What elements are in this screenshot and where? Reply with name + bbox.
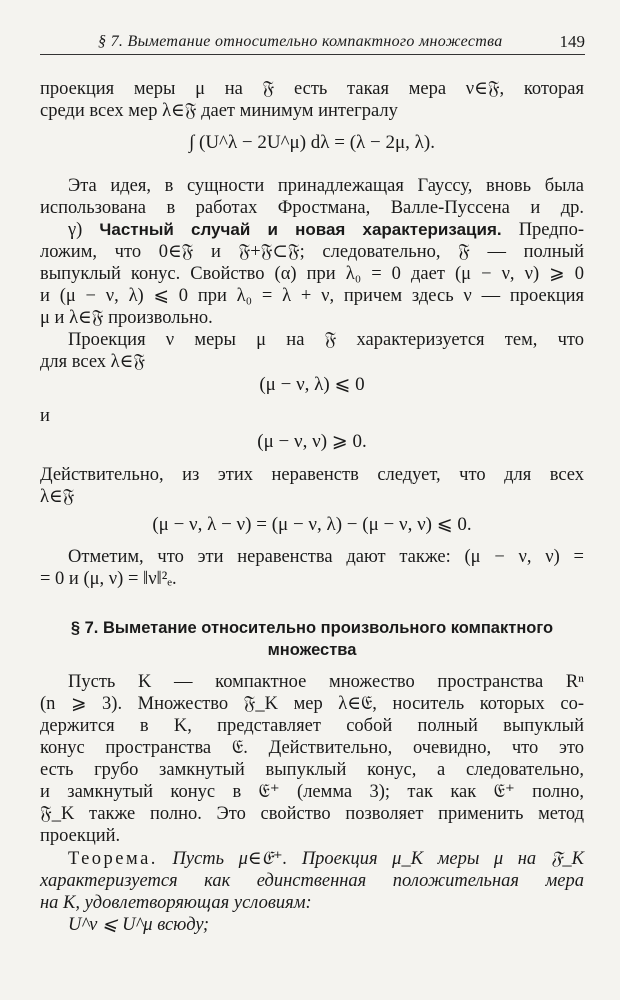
text-line: для всех λ∈𝔉	[40, 352, 146, 372]
subsection-line	[68, 219, 584, 241]
theorem-text: Пусть μ∈𝔈⁺. Проекция μ_K меры μ на 𝔉_K	[172, 849, 584, 869]
text-line: использована в работах Фростмана, Валле-Пуссена и др.	[40, 198, 584, 218]
text-line: Отметим, что эти неравенства дают также: (μ − ν, ν) =	[68, 547, 584, 567]
text-line: выпуклый конус. Свойство (α) при λ₀ = 0 дает (μ − ν, ν) ⩾ 0	[40, 264, 584, 284]
section-heading: множества	[267, 641, 357, 659]
theorem-label: Теорема.	[68, 849, 158, 869]
text-line: есть грубо замкнутый выпуклый конус, а следовательно,	[40, 760, 584, 780]
section-heading: § 7. Выметание относительно произвольного компактного	[70, 619, 554, 637]
running-title: § 7. Выметание относительно компактного множества	[98, 33, 503, 50]
text-line: Проекция ν меры μ на 𝔉 характеризуется тем, что	[68, 330, 584, 350]
display-formula: (μ − ν, λ) ⩽ 0	[259, 374, 365, 395]
theorem-line	[68, 848, 584, 870]
display-formula: ∫ (U^λ − 2U^μ) dλ = (λ − 2μ, λ).	[189, 132, 435, 153]
text-line: и замкнутый конус в 𝔈⁺ (лемма 3); так как 𝔈⁺ полно,	[40, 782, 584, 802]
theorem-line: характеризуется как единственная положительная мера	[40, 871, 584, 891]
text-line: конус пространства 𝔈. Действительно, очевидно, что это	[40, 738, 584, 758]
running-head	[40, 30, 585, 55]
display-formula: (μ − ν, ν) ⩾ 0.	[257, 431, 367, 452]
text-line: (n ⩾ 3). Множество 𝔉_K мер λ∈𝔈, носитель которых со-	[40, 694, 584, 714]
text-line: ложим, что 0∈𝔉 и 𝔉+𝔉⊂𝔉; следовательно, 𝔉 — полный	[40, 242, 584, 262]
theorem-line: на K, удовлетворяющая условиям:	[40, 893, 312, 913]
text-line: и (μ − ν, λ) ⩽ 0 при λ₀ = λ + ν, причем здесь ν — проекция	[40, 286, 584, 306]
text-line: 𝔉_K также полно. Это свойство позволяет применить метод	[40, 804, 584, 824]
text-line: среди всех мер λ∈𝔉 дает минимум интегралу	[40, 101, 398, 121]
text-line: μ и λ∈𝔉 произвольно.	[40, 308, 213, 328]
text-line: Пусть K — компактное множество пространства Rⁿ	[68, 672, 584, 692]
text-line: λ∈𝔉	[40, 487, 75, 507]
display-formula: (μ − ν, λ − ν) = (μ − ν, λ) − (μ − ν, ν) ⩽ 0.	[152, 514, 472, 535]
theorem-line: U^ν ⩽ U^μ всюду;	[68, 915, 210, 935]
text-line: проекций.	[40, 826, 121, 846]
subsection-label: γ)	[68, 220, 83, 240]
conjunction: и	[40, 406, 50, 426]
text-line: проекция меры μ на 𝔉 есть такая мера ν∈𝔉, которая	[40, 79, 584, 99]
text-line: Эта идея, в сущности принадлежащая Гауссу, вновь была	[68, 176, 584, 196]
page-number: 149	[559, 32, 585, 51]
text-line: держится в K, представляет собой полный выпуклый	[40, 716, 584, 736]
text-line: = 0 и (μ, ν) = ‖ν‖²ₑ.	[40, 569, 177, 589]
text-line: Действительно, из этих неравенств следует, что для всех	[40, 465, 584, 485]
subsection-title: Частный случай и новая характеризация.	[99, 220, 502, 239]
text-fragment: Предпо-	[518, 220, 584, 240]
